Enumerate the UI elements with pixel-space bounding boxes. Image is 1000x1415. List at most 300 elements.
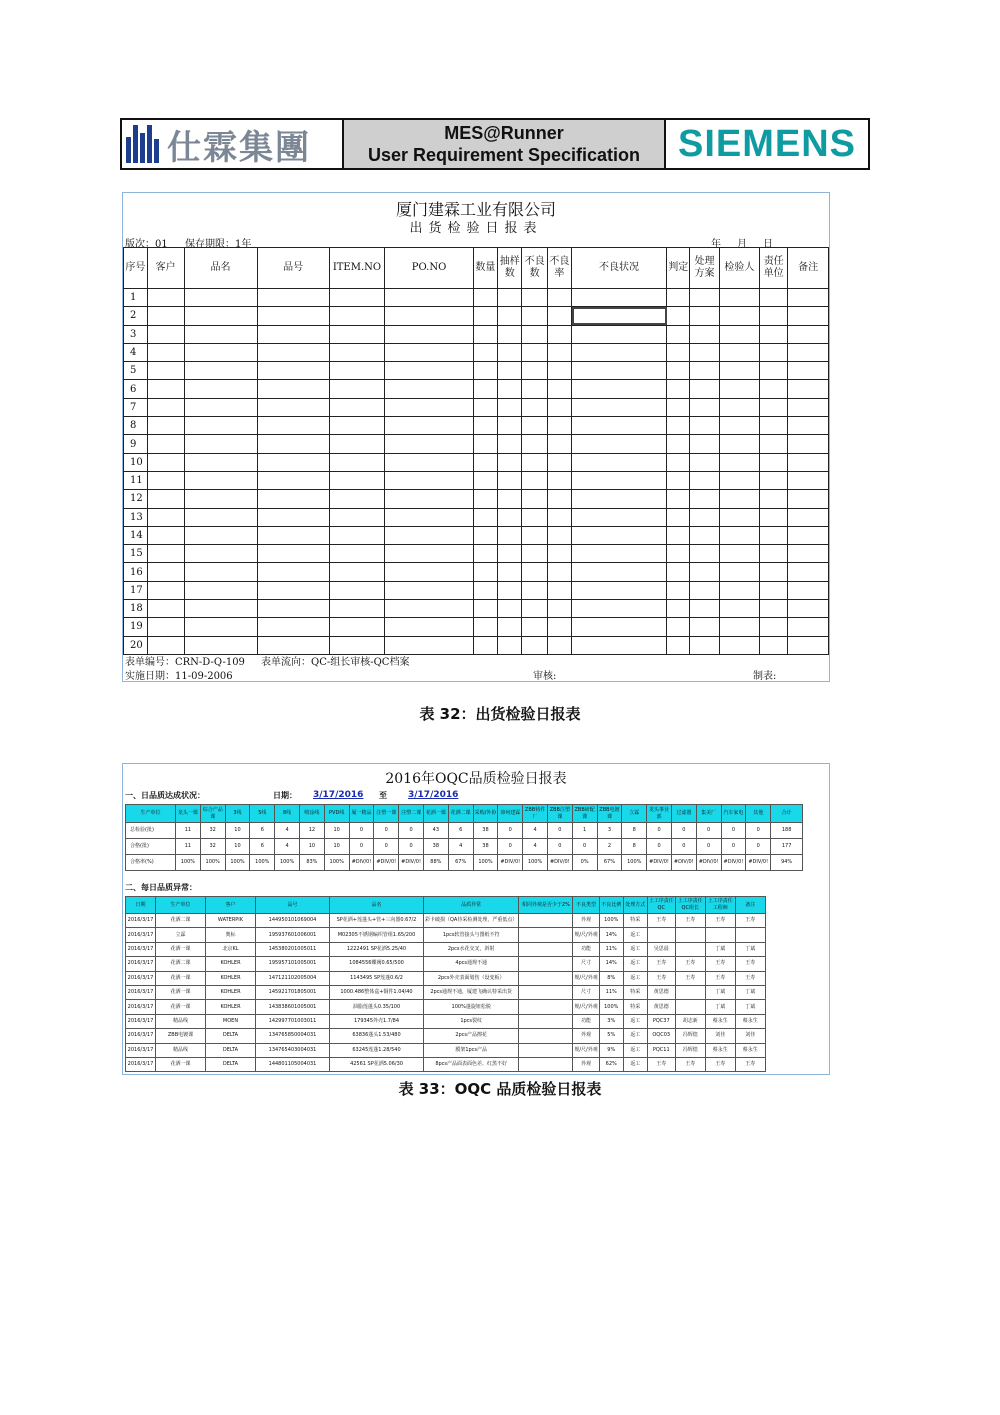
form1-cell[interactable]: [719, 581, 760, 599]
form1-cell[interactable]: [257, 508, 329, 526]
form1-cell[interactable]: [719, 435, 760, 453]
form1-cell[interactable]: [473, 307, 497, 325]
form1-cell[interactable]: [788, 453, 829, 471]
form1-cell[interactable]: [329, 526, 385, 544]
form1-cell[interactable]: [147, 581, 184, 599]
form1-cell[interactable]: [329, 563, 385, 581]
form1-cell[interactable]: [522, 417, 547, 435]
form1-cell[interactable]: [522, 490, 547, 508]
form1-cell[interactable]: [522, 545, 547, 563]
form1-cell[interactable]: [760, 545, 788, 563]
form1-cell[interactable]: [547, 636, 571, 654]
form1-cell[interactable]: [473, 600, 497, 618]
form1-cell[interactable]: [547, 545, 571, 563]
form1-cell[interactable]: [547, 563, 571, 581]
form1-cell[interactable]: [760, 508, 788, 526]
form1-cell[interactable]: [184, 600, 257, 618]
form1-cell[interactable]: [498, 471, 522, 489]
form1-cell[interactable]: [547, 325, 571, 343]
form1-cell[interactable]: [690, 435, 719, 453]
form1-cell[interactable]: [257, 435, 329, 453]
form1-cell[interactable]: [690, 307, 719, 325]
selected-cell[interactable]: [572, 307, 667, 325]
form1-cell[interactable]: [572, 545, 667, 563]
form1-cell[interactable]: [667, 362, 690, 380]
form1-cell[interactable]: [473, 325, 497, 343]
form1-cell[interactable]: [498, 325, 522, 343]
form1-cell[interactable]: [498, 362, 522, 380]
form1-cell[interactable]: [719, 563, 760, 581]
form1-cell[interactable]: [522, 600, 547, 618]
form1-cell[interactable]: [385, 563, 473, 581]
form1-cell[interactable]: [522, 563, 547, 581]
form1-cell[interactable]: [473, 362, 497, 380]
form1-cell[interactable]: [257, 343, 329, 361]
form1-cell[interactable]: [690, 325, 719, 343]
form1-cell[interactable]: [147, 471, 184, 489]
form1-cell[interactable]: [760, 600, 788, 618]
form1-cell[interactable]: [572, 490, 667, 508]
form1-cell[interactable]: [760, 490, 788, 508]
form1-cell[interactable]: [329, 618, 385, 636]
form1-cell[interactable]: [473, 563, 497, 581]
form1-cell[interactable]: [667, 581, 690, 599]
form1-cell[interactable]: [147, 435, 184, 453]
form1-cell[interactable]: [522, 289, 547, 307]
form1-cell[interactable]: [184, 380, 257, 398]
form1-cell[interactable]: [498, 508, 522, 526]
form1-cell[interactable]: [498, 289, 522, 307]
form1-cell[interactable]: [572, 471, 667, 489]
form1-cell[interactable]: [547, 471, 571, 489]
form1-cell[interactable]: [690, 508, 719, 526]
form1-cell[interactable]: [690, 380, 719, 398]
form1-cell[interactable]: [788, 435, 829, 453]
form1-cell[interactable]: [547, 398, 571, 416]
form1-cell[interactable]: [257, 325, 329, 343]
form1-cell[interactable]: [257, 471, 329, 489]
form1-cell[interactable]: [385, 380, 473, 398]
form1-cell[interactable]: [719, 398, 760, 416]
form1-cell[interactable]: [385, 362, 473, 380]
form1-cell[interactable]: [690, 490, 719, 508]
form1-cell[interactable]: [498, 563, 522, 581]
form1-cell[interactable]: [788, 343, 829, 361]
form1-cell[interactable]: [667, 563, 690, 581]
form1-cell[interactable]: [690, 398, 719, 416]
form1-cell[interactable]: [760, 380, 788, 398]
form1-cell[interactable]: [257, 563, 329, 581]
form1-cell[interactable]: [547, 581, 571, 599]
form1-cell[interactable]: [385, 545, 473, 563]
form1-cell[interactable]: [572, 343, 667, 361]
form1-cell[interactable]: [572, 435, 667, 453]
form1-cell[interactable]: [329, 581, 385, 599]
form1-cell[interactable]: [473, 508, 497, 526]
form1-cell[interactable]: [498, 417, 522, 435]
form1-cell[interactable]: [473, 490, 497, 508]
form1-cell[interactable]: [329, 453, 385, 471]
form1-cell[interactable]: [760, 417, 788, 435]
form1-cell[interactable]: [329, 471, 385, 489]
form1-cell[interactable]: [329, 343, 385, 361]
form1-cell[interactable]: [667, 508, 690, 526]
form1-cell[interactable]: [788, 380, 829, 398]
form1-cell[interactable]: [184, 618, 257, 636]
form1-cell[interactable]: [547, 453, 571, 471]
form1-cell[interactable]: [572, 380, 667, 398]
form1-cell[interactable]: [690, 471, 719, 489]
form1-cell[interactable]: [257, 362, 329, 380]
form1-cell[interactable]: [147, 307, 184, 325]
form1-cell[interactable]: [760, 563, 788, 581]
form1-cell[interactable]: [788, 289, 829, 307]
form1-cell[interactable]: [184, 307, 257, 325]
form1-cell[interactable]: [385, 581, 473, 599]
form1-cell[interactable]: [788, 581, 829, 599]
form1-cell[interactable]: [498, 545, 522, 563]
form1-cell[interactable]: [184, 417, 257, 435]
form1-cell[interactable]: [547, 343, 571, 361]
form1-cell[interactable]: [667, 307, 690, 325]
form1-cell[interactable]: [690, 362, 719, 380]
form1-cell[interactable]: [147, 325, 184, 343]
form1-cell[interactable]: [788, 362, 829, 380]
form1-cell[interactable]: [760, 325, 788, 343]
form1-cell[interactable]: [147, 526, 184, 544]
form1-cell[interactable]: [498, 581, 522, 599]
form1-cell[interactable]: [498, 398, 522, 416]
form1-cell[interactable]: [184, 545, 257, 563]
form1-cell[interactable]: [719, 417, 760, 435]
form1-cell[interactable]: [257, 618, 329, 636]
form1-cell[interactable]: [788, 490, 829, 508]
form1-cell[interactable]: [788, 307, 829, 325]
form1-cell[interactable]: [522, 471, 547, 489]
form1-cell[interactable]: [547, 508, 571, 526]
form1-cell[interactable]: [184, 581, 257, 599]
form1-cell[interactable]: [522, 581, 547, 599]
form1-cell[interactable]: [760, 618, 788, 636]
form1-cell[interactable]: [329, 362, 385, 380]
form1-cell[interactable]: [760, 581, 788, 599]
form1-cell[interactable]: [719, 380, 760, 398]
form1-cell[interactable]: [257, 545, 329, 563]
form1-cell[interactable]: [184, 636, 257, 654]
form1-cell[interactable]: [760, 471, 788, 489]
form1-cell[interactable]: [329, 545, 385, 563]
form1-cell[interactable]: [788, 471, 829, 489]
form1-cell[interactable]: [329, 380, 385, 398]
form1-cell[interactable]: [667, 417, 690, 435]
form1-cell[interactable]: [147, 490, 184, 508]
form1-cell[interactable]: [547, 380, 571, 398]
form1-cell[interactable]: [385, 508, 473, 526]
form1-cell[interactable]: [667, 471, 690, 489]
form1-cell[interactable]: [667, 600, 690, 618]
form1-cell[interactable]: [522, 380, 547, 398]
form1-cell[interactable]: [385, 343, 473, 361]
form1-cell[interactable]: [788, 398, 829, 416]
form1-cell[interactable]: [385, 435, 473, 453]
form1-cell[interactable]: [473, 398, 497, 416]
form1-cell[interactable]: [719, 362, 760, 380]
form1-cell[interactable]: [760, 636, 788, 654]
form1-cell[interactable]: [385, 325, 473, 343]
form1-cell[interactable]: [667, 343, 690, 361]
form1-cell[interactable]: [719, 343, 760, 361]
form1-cell[interactable]: [329, 289, 385, 307]
form1-cell[interactable]: [547, 362, 571, 380]
form1-cell[interactable]: [572, 453, 667, 471]
form1-cell[interactable]: [690, 526, 719, 544]
form1-cell[interactable]: [547, 435, 571, 453]
form1-cell[interactable]: [572, 417, 667, 435]
form1-cell[interactable]: [473, 581, 497, 599]
form1-cell[interactable]: [498, 600, 522, 618]
form1-cell[interactable]: [385, 526, 473, 544]
form1-cell[interactable]: [719, 618, 760, 636]
form1-cell[interactable]: [385, 471, 473, 489]
form1-cell[interactable]: [385, 600, 473, 618]
form1-cell[interactable]: [788, 526, 829, 544]
form1-cell[interactable]: [385, 307, 473, 325]
form1-cell[interactable]: [498, 618, 522, 636]
form1-cell[interactable]: [498, 636, 522, 654]
form1-cell[interactable]: [719, 307, 760, 325]
form1-cell[interactable]: [385, 453, 473, 471]
form1-cell[interactable]: [547, 307, 571, 325]
form1-cell[interactable]: [760, 398, 788, 416]
form1-cell[interactable]: [498, 343, 522, 361]
form1-cell[interactable]: [147, 563, 184, 581]
form1-cell[interactable]: [257, 398, 329, 416]
form1-cell[interactable]: [690, 581, 719, 599]
form1-cell[interactable]: [760, 526, 788, 544]
form1-cell[interactable]: [547, 618, 571, 636]
form1-cell[interactable]: [329, 417, 385, 435]
form1-cell[interactable]: [329, 508, 385, 526]
form1-cell[interactable]: [184, 526, 257, 544]
form1-cell[interactable]: [667, 636, 690, 654]
form1-cell[interactable]: [547, 600, 571, 618]
form1-cell[interactable]: [719, 490, 760, 508]
form1-cell[interactable]: [719, 325, 760, 343]
form1-cell[interactable]: [690, 618, 719, 636]
form1-cell[interactable]: [572, 600, 667, 618]
form1-cell[interactable]: [547, 526, 571, 544]
form1-cell[interactable]: [329, 490, 385, 508]
form1-cell[interactable]: [572, 289, 667, 307]
form1-cell[interactable]: [498, 435, 522, 453]
form1-cell[interactable]: [788, 545, 829, 563]
form1-cell[interactable]: [184, 435, 257, 453]
form1-cell[interactable]: [257, 526, 329, 544]
form1-cell[interactable]: [257, 636, 329, 654]
form1-cell[interactable]: [760, 435, 788, 453]
form1-cell[interactable]: [760, 453, 788, 471]
form1-cell[interactable]: [572, 618, 667, 636]
form1-cell[interactable]: [522, 307, 547, 325]
form1-cell[interactable]: [522, 343, 547, 361]
form1-cell[interactable]: [257, 307, 329, 325]
form1-cell[interactable]: [667, 526, 690, 544]
form1-cell[interactable]: [667, 545, 690, 563]
form1-cell[interactable]: [788, 600, 829, 618]
form1-cell[interactable]: [690, 289, 719, 307]
form1-cell[interactable]: [667, 435, 690, 453]
form1-cell[interactable]: [667, 490, 690, 508]
form1-cell[interactable]: [760, 343, 788, 361]
form1-cell[interactable]: [522, 453, 547, 471]
form1-cell[interactable]: [522, 325, 547, 343]
form1-cell[interactable]: [547, 289, 571, 307]
form1-cell[interactable]: [184, 490, 257, 508]
form1-cell[interactable]: [147, 343, 184, 361]
form1-cell[interactable]: [257, 490, 329, 508]
form1-cell[interactable]: [147, 636, 184, 654]
form1-cell[interactable]: [522, 636, 547, 654]
form1-cell[interactable]: [760, 362, 788, 380]
form1-cell[interactable]: [690, 636, 719, 654]
form1-cell[interactable]: [329, 600, 385, 618]
form1-cell[interactable]: [329, 325, 385, 343]
form1-cell[interactable]: [690, 545, 719, 563]
form1-cell[interactable]: [572, 508, 667, 526]
form1-cell[interactable]: [498, 307, 522, 325]
form1-cell[interactable]: [788, 618, 829, 636]
form1-cell[interactable]: [184, 398, 257, 416]
form1-cell[interactable]: [385, 417, 473, 435]
form1-cell[interactable]: [547, 490, 571, 508]
form1-cell[interactable]: [719, 600, 760, 618]
form1-cell[interactable]: [667, 380, 690, 398]
form1-cell[interactable]: [329, 636, 385, 654]
form1-cell[interactable]: [719, 289, 760, 307]
form1-cell[interactable]: [572, 325, 667, 343]
form1-cell[interactable]: [473, 636, 497, 654]
form1-cell[interactable]: [147, 289, 184, 307]
form1-cell[interactable]: [690, 343, 719, 361]
form1-cell[interactable]: [257, 380, 329, 398]
form1-cell[interactable]: [572, 563, 667, 581]
form1-cell[interactable]: [719, 545, 760, 563]
form1-cell[interactable]: [788, 325, 829, 343]
form1-cell[interactable]: [257, 453, 329, 471]
form1-cell[interactable]: [147, 398, 184, 416]
form1-cell[interactable]: [690, 417, 719, 435]
form1-cell[interactable]: [385, 636, 473, 654]
form1-cell[interactable]: [473, 471, 497, 489]
form1-cell[interactable]: [547, 417, 571, 435]
form1-cell[interactable]: [257, 289, 329, 307]
form1-cell[interactable]: [473, 526, 497, 544]
form1-cell[interactable]: [385, 289, 473, 307]
form1-cell[interactable]: [667, 618, 690, 636]
form1-cell[interactable]: [147, 453, 184, 471]
form1-cell[interactable]: [147, 362, 184, 380]
form1-cell[interactable]: [184, 325, 257, 343]
form1-cell[interactable]: [522, 398, 547, 416]
form1-cell[interactable]: [473, 453, 497, 471]
form1-cell[interactable]: [690, 563, 719, 581]
form1-cell[interactable]: [473, 289, 497, 307]
form1-cell[interactable]: [473, 545, 497, 563]
form1-cell[interactable]: [184, 563, 257, 581]
form1-cell[interactable]: [385, 490, 473, 508]
form1-cell[interactable]: [498, 490, 522, 508]
form1-cell[interactable]: [572, 398, 667, 416]
form1-cell[interactable]: [667, 398, 690, 416]
form1-cell[interactable]: [719, 471, 760, 489]
form1-cell[interactable]: [572, 362, 667, 380]
form1-cell[interactable]: [572, 526, 667, 544]
form1-cell[interactable]: [788, 563, 829, 581]
form1-cell[interactable]: [473, 435, 497, 453]
form1-cell[interactable]: [760, 307, 788, 325]
form1-cell[interactable]: [473, 618, 497, 636]
form1-cell[interactable]: [184, 343, 257, 361]
form1-cell[interactable]: [667, 325, 690, 343]
form1-cell[interactable]: [329, 398, 385, 416]
form1-cell[interactable]: [147, 545, 184, 563]
form1-cell[interactable]: [147, 417, 184, 435]
form1-cell[interactable]: [184, 362, 257, 380]
form1-cell[interactable]: [522, 435, 547, 453]
form1-cell[interactable]: [147, 600, 184, 618]
form1-cell[interactable]: [522, 508, 547, 526]
form1-cell[interactable]: [257, 581, 329, 599]
form1-cell[interactable]: [385, 618, 473, 636]
form1-cell[interactable]: [719, 453, 760, 471]
form1-cell[interactable]: [788, 417, 829, 435]
form1-cell[interactable]: [522, 618, 547, 636]
form1-cell[interactable]: [147, 618, 184, 636]
form1-cell[interactable]: [572, 581, 667, 599]
form1-cell[interactable]: [385, 398, 473, 416]
form1-cell[interactable]: [522, 362, 547, 380]
form1-cell[interactable]: [760, 289, 788, 307]
form1-cell[interactable]: [498, 526, 522, 544]
form1-cell[interactable]: [719, 526, 760, 544]
form1-cell[interactable]: [690, 600, 719, 618]
form1-cell[interactable]: [257, 600, 329, 618]
form1-cell[interactable]: [667, 289, 690, 307]
form1-cell[interactable]: [184, 453, 257, 471]
form1-cell[interactable]: [473, 380, 497, 398]
form1-cell[interactable]: [788, 636, 829, 654]
form1-cell[interactable]: [329, 435, 385, 453]
form1-cell[interactable]: [473, 417, 497, 435]
form1-cell[interactable]: [147, 380, 184, 398]
form1-cell[interactable]: [329, 307, 385, 325]
form1-cell[interactable]: [147, 508, 184, 526]
form1-cell[interactable]: [184, 508, 257, 526]
form1-cell[interactable]: [667, 453, 690, 471]
form1-cell[interactable]: [498, 380, 522, 398]
form1-cell[interactable]: [184, 289, 257, 307]
form1-cell[interactable]: [788, 508, 829, 526]
form1-cell[interactable]: [719, 636, 760, 654]
form1-cell[interactable]: [522, 526, 547, 544]
form1-cell[interactable]: [690, 453, 719, 471]
form1-cell[interactable]: [257, 417, 329, 435]
form1-cell[interactable]: [719, 508, 760, 526]
form1-cell[interactable]: [473, 343, 497, 361]
form1-cell[interactable]: [572, 636, 667, 654]
form1-cell[interactable]: [498, 453, 522, 471]
form1-cell[interactable]: [184, 471, 257, 489]
